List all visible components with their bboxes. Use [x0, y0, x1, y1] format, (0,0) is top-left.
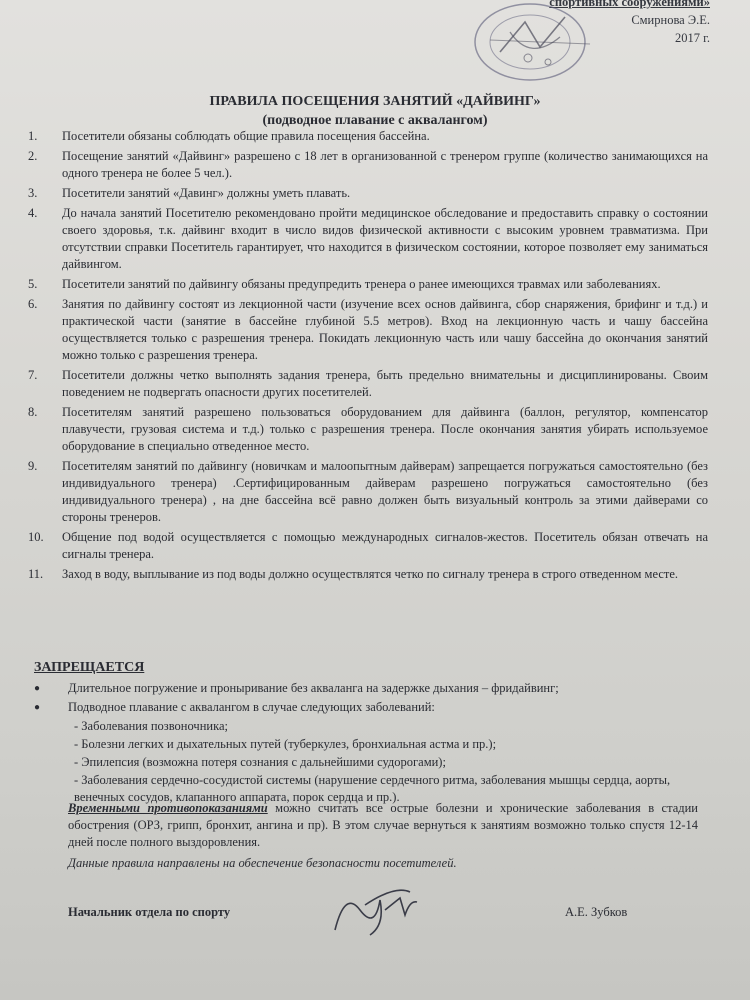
signer-position: Начальник отдела по спорту [68, 905, 231, 919]
list-item [28, 699, 698, 716]
approval-signer: Смирнова Э.Е. [631, 13, 710, 27]
rule-text: Общение под водой осуществляется с помощью международных сигналов-жестов. Посетитель обязан отвечать на сигналы тренера. [62, 530, 708, 561]
rule-number: 2. [28, 149, 38, 163]
rule-text: До начала занятий Посетителю рекомендовано пройти медицинское обследование и предоставить справку о состоянии своего здоровья, т.к. дайвинг входит в число видов физической активности с высоким уровнем травматизма. При отсутствии справки Посетитель гарантирует, что находится в физическом состоянии, которое позволяет ему заниматься дайвингом. [62, 206, 708, 271]
list-item [28, 404, 708, 455]
rule-number: 4. [28, 206, 38, 220]
list-item [28, 458, 708, 526]
rule-text: Посетители должны четко выполнять задания тренера, быть предельно внимательны и дисциплинированы. Своим поведением не подвергать опасности других посетителей. [62, 368, 708, 399]
rule-number: 1. [28, 129, 38, 143]
list-item [28, 185, 708, 202]
disease-item: - Заболевания сердечно-сосудистой системы (нарушение сердечного ритма, заболевания мышцы сердца, аорты, венечных сосудов, клапанного аппарата, порок сердца и пр.). [74, 773, 671, 804]
rule-number: 9. [28, 459, 38, 473]
temporary-lead: Временными противопоказаниями [68, 801, 268, 815]
disease-item: - Заболевания позвоночника; [74, 719, 228, 733]
rule-number: 7. [28, 368, 38, 382]
temporary-text: можно считать все острые болезни и хронические заболевания в стадии обострения (ОРЗ, грипп, бронхит, ангина и пр). В этом случае вернуться к занятиям возможно только спустя 12-14 дней после полного выздоровления. [68, 801, 698, 849]
temporary-contraindications [68, 800, 698, 851]
title-sub: (подводное плавание с аквалангом) [262, 113, 488, 128]
bullet-icon: ● [34, 702, 41, 713]
forbidden-text: Длительное погружение и проныривание без акваланга на задержке дыхания – фридайвинг; [68, 681, 559, 695]
signature-image [325, 880, 425, 940]
approval-year: 2017 г. [675, 31, 710, 45]
title-main: ПРАВИЛА ПОСЕЩЕНИЯ ЗАНЯТИЙ «ДАЙВИНГ» [209, 94, 541, 109]
rule-text: Посетителям занятий разрешено пользоваться оборудованием для дайвинга (баллон, регулятор, компенсатор плавучести, грузовая система и т.д.) только с разрешения тренера. После окончания занятия убирать используемое оборудование в специально отведенное место. [62, 405, 708, 453]
list-item [28, 276, 708, 293]
signer-name: А.Е. Зубков [565, 905, 628, 919]
approval-org: спортивных сооружениями» [549, 0, 710, 9]
rule-number: 8. [28, 405, 38, 419]
rule-number: 6. [28, 297, 38, 311]
bullet-icon: ● [34, 683, 41, 694]
rule-number: 11. [28, 567, 44, 581]
rules-list [28, 128, 708, 586]
list-item [28, 529, 708, 563]
rule-text: Посещение занятий «Дайвинг» разрешено с 18 лет в организованной с тренером группе (количество занимающихся на одного тренера не более 5 чел.). [62, 149, 708, 180]
list-item [28, 566, 708, 583]
list-item [28, 148, 708, 182]
rule-text: Заход в воду, выплывание из под воды должно осуществлятся четко по сигналу тренера в строго отведенном месте. [62, 567, 679, 581]
rule-number: 5. [28, 277, 38, 291]
rule-text: Посетители занятий «Давинг» должны уметь плавать. [62, 186, 351, 200]
forbidden-heading: ЗАПРЕЩАЕТСЯ [34, 660, 145, 675]
rule-text: Занятия по дайвингу состоят из лекционной части (изучение всех основ дайвинга, сбор снаряжения, брифинг и т.д.) и практической части (занятие в бассейне глубиной 5.5 метров). Вход на лекционную часть и чашу бассейна осуществляется только с разрешения тренера. Покидать лекционную часть или чашу бассейна до окончания занятий можно только с разрешения тренера. [62, 297, 708, 362]
stamp-seal [470, 2, 610, 90]
rule-text: Посетители занятий по дайвингу обязаны предупредить тренера о ранее имеющихся травмах или заболеваниях. [62, 277, 661, 291]
list-item [28, 128, 708, 145]
list-item [28, 296, 708, 364]
list-item [28, 205, 708, 273]
list-item [28, 680, 698, 697]
forbidden-text: Подводное плавание с аквалангом в случае следующих заболеваний: [68, 700, 435, 714]
rule-number: 3. [28, 186, 38, 200]
disease-item: - Болезни легких и дыхательных путей (туберкулез, бронхиальная астма и пр.); [74, 737, 497, 751]
list-item [28, 367, 708, 401]
document-title [0, 92, 750, 130]
diseases-list [74, 718, 694, 807]
rule-text: Посетители обязаны соблюдать общие правила посещения бассейна. [62, 129, 430, 143]
safety-note: Данные правила направлены на обеспечение безопасности посетителей. [68, 856, 457, 870]
disease-item: - Эпилепсия (возможна потеря сознания с дальнейшими судорогами); [74, 755, 446, 769]
forbidden-list [28, 680, 698, 718]
rule-number: 10. [28, 530, 44, 544]
rule-text: Посетителям занятий по дайвингу (новичкам и малоопытным дайверам) запрещается погружаться самостоятельно (без индивидуального тренера) .Сертифицированным дайверам разрешено погружаться самостоятельно (без индивидуального тренера) , на дне бассейна всё равно должен быть визуальный контроль за этими дайверами со стороны тренеров. [62, 459, 708, 524]
